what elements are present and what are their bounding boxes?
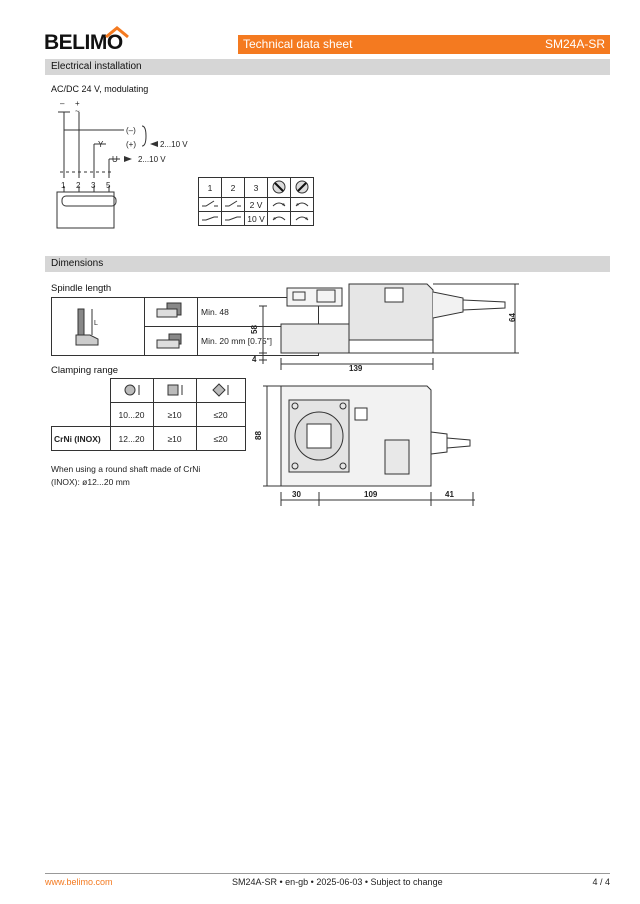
section-title: Dimensions — [51, 258, 104, 269]
clamping-row-label: CrNi (INOX) — [52, 427, 111, 451]
arrow-ccw-icon — [268, 212, 291, 226]
wiring-u-range: 2...10 V — [138, 155, 166, 164]
dim-58: 58 — [250, 325, 259, 334]
arrow-cw-icon — [268, 198, 291, 212]
footer-doc-info: SM24A-SR • en-gb • 2025-06-03 • Subject to change — [232, 877, 443, 887]
wiring-minus-label: – — [60, 99, 65, 108]
rotation-header: 1 — [199, 178, 222, 198]
footer-divider — [45, 873, 610, 874]
rotation-row2-value: 10 V — [245, 212, 268, 226]
clamping-range-title: Clamping range — [51, 365, 119, 376]
rotation-header: 2 — [222, 178, 245, 198]
spindle-min-short-icon — [145, 327, 198, 356]
footer-website-link[interactable]: www.belimo.com — [45, 877, 113, 887]
arrow-cw-icon — [291, 212, 314, 226]
rotation-header: 3 — [245, 178, 268, 198]
dim-41: 41 — [445, 490, 454, 499]
spindle-row-2: Min. 20 mm [0.75"] — [198, 327, 319, 356]
switch-open-icon — [199, 198, 222, 212]
wiring-y-label: Y — [98, 140, 104, 149]
spindle-diagram-icon — [52, 298, 145, 356]
spindle-length-title: Spindle length — [51, 283, 112, 294]
clamping-value: ≥10 — [153, 427, 196, 451]
diamond-shaft-icon — [196, 379, 245, 403]
clamping-value: ≥10 — [153, 403, 196, 427]
wiring-plus-label: + — [75, 99, 80, 108]
wiring-plus-paren: (+) — [126, 140, 136, 149]
actuator-side-view-drawing — [245, 278, 535, 373]
clamping-value: ≤20 — [196, 427, 245, 451]
terminal-label: 5 — [106, 181, 111, 190]
dim-30: 30 — [292, 490, 301, 499]
section-electrical-installation — [45, 59, 610, 75]
spindle-row-1: Min. 48 — [198, 298, 319, 327]
wiring-minus-paren: (–) — [126, 126, 136, 135]
clamping-value: 12...20 — [110, 427, 153, 451]
section-title: Electrical installation — [51, 61, 142, 72]
product-code: SM24A-SR — [544, 37, 605, 51]
inox-note: When using a round shaft made of CrNi (INOX): ø12...20 mm — [51, 464, 201, 487]
terminal-label: 2 — [76, 181, 81, 190]
dim-64: 64 — [508, 313, 517, 322]
actuator-top-view-drawing — [245, 378, 475, 510]
dim-4: 4 — [252, 355, 257, 364]
dim-109: 109 — [364, 490, 378, 499]
clamping-row-label — [52, 403, 111, 427]
footer-page-number: 4 / 4 — [592, 877, 610, 887]
terminal-label: 1 — [61, 181, 66, 190]
dim-88: 88 — [254, 431, 263, 440]
spindle-min-long-icon — [145, 298, 198, 327]
rotation-direction-table — [198, 177, 314, 226]
terminal-label: 3 — [91, 181, 96, 190]
round-shaft-icon — [110, 379, 153, 403]
belimo-logo: BELIMO — [44, 31, 123, 54]
clamping-value: ≤20 — [196, 403, 245, 427]
wiring-u-label: U — [112, 155, 118, 164]
document-title: Technical data sheet — [243, 37, 353, 51]
dim-139: 139 — [349, 364, 363, 373]
switch-open-icon — [222, 198, 245, 212]
rotation-ccw-icon — [268, 178, 291, 198]
section-dimensions — [45, 256, 610, 272]
clamping-value: 10...20 — [110, 403, 153, 427]
clamping-range-table — [51, 378, 246, 451]
spindle-l-label: L — [94, 319, 98, 327]
wiring-ac-label: ~ — [75, 107, 80, 116]
header-title-bar — [238, 35, 610, 54]
switch-closed-icon — [222, 212, 245, 226]
rotation-row1-value: 2 V — [245, 198, 268, 212]
wiring-y-range: 2...10 V — [160, 140, 188, 149]
supply-label: AC/DC 24 V, modulating — [51, 84, 149, 94]
rotation-cw-icon — [291, 178, 314, 198]
wiring-diagram — [50, 96, 200, 236]
arrow-ccw-icon — [291, 198, 314, 212]
switch-closed-icon — [199, 212, 222, 226]
square-shaft-icon — [153, 379, 196, 403]
belimo-logo-mark-icon — [104, 26, 130, 39]
